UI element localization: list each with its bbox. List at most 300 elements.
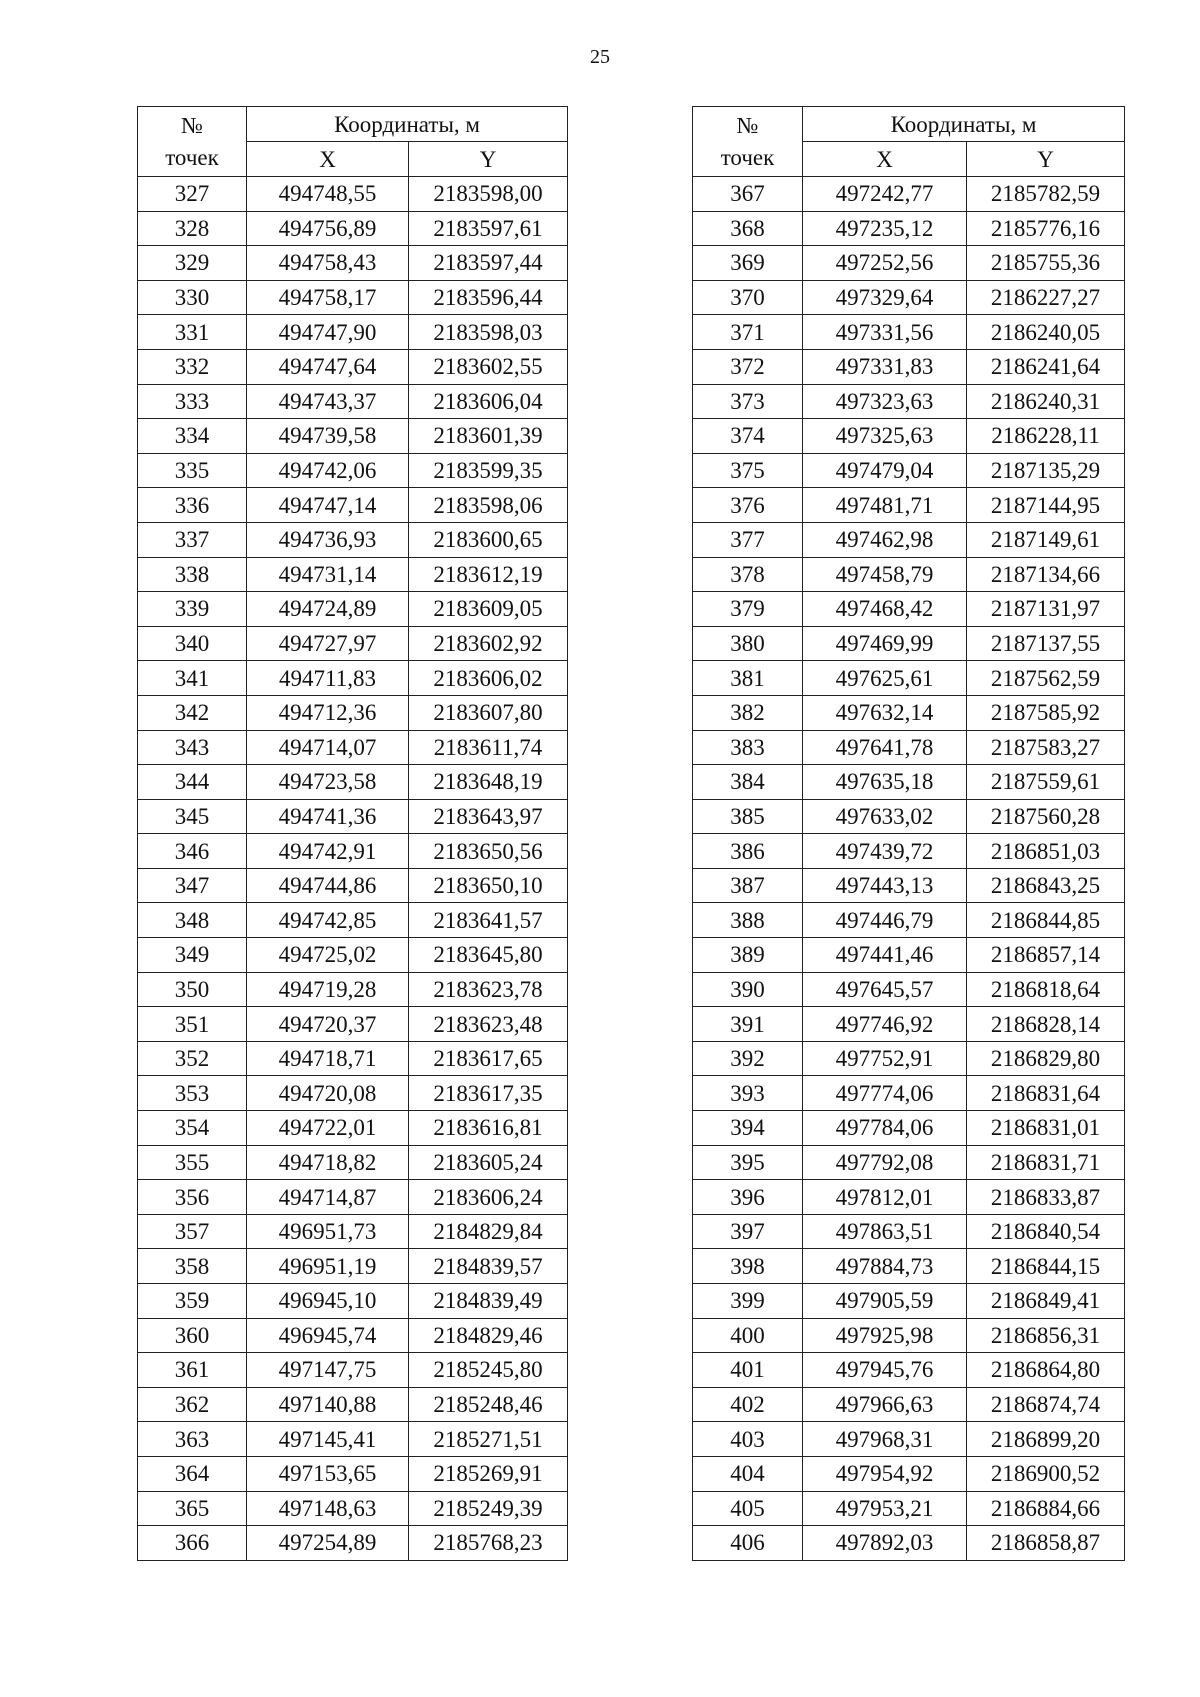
y-coordinate-cell: 2183612,19: [409, 557, 568, 592]
x-coordinate-cell: 494747,90: [247, 315, 409, 350]
table-row: [138, 1284, 568, 1319]
point-number-cell: 398: [693, 1249, 803, 1284]
x-coordinate-cell: 497140,88: [247, 1387, 409, 1422]
y-coordinate-cell: 2187144,95: [967, 488, 1125, 523]
x-coordinate-cell: 494744,86: [247, 868, 409, 903]
x-coordinate-cell: 497792,08: [803, 1145, 967, 1180]
x-coordinate-cell: 497966,63: [803, 1387, 967, 1422]
point-number-cell: 340: [138, 626, 247, 661]
table-row: [693, 1145, 1125, 1180]
table-row: [693, 1214, 1125, 1249]
table-row: [693, 868, 1125, 903]
y-coordinate-cell: 2186227,27: [967, 280, 1125, 315]
table-row: [693, 834, 1125, 869]
x-coordinate-cell: 494742,91: [247, 834, 409, 869]
y-coordinate-cell: 2183599,35: [409, 453, 568, 488]
y-coordinate-cell: 2186240,05: [967, 315, 1125, 350]
point-number-cell: 369: [693, 246, 803, 281]
x-coordinate-cell: 497443,13: [803, 868, 967, 903]
table-row: [693, 315, 1125, 350]
table-row: [693, 1076, 1125, 1111]
table-row: [138, 730, 568, 765]
x-coordinate-cell: 494748,55: [247, 177, 409, 212]
table-row: [138, 972, 568, 1007]
y-coordinate-cell: 2183598,06: [409, 488, 568, 523]
point-number-cell: 368: [693, 211, 803, 246]
y-coordinate-cell: 2186884,66: [967, 1491, 1125, 1526]
x-coordinate-cell: 497439,72: [803, 834, 967, 869]
page-number: 25: [590, 46, 610, 68]
point-number-cell: 383: [693, 730, 803, 765]
table-row: [693, 626, 1125, 661]
x-coordinate-cell: 494720,37: [247, 1007, 409, 1042]
x-coordinate-cell: 494747,64: [247, 349, 409, 384]
point-number-cell: 381: [693, 661, 803, 696]
point-number-cell: 350: [138, 972, 247, 1007]
y-coordinate-cell: 2186844,85: [967, 903, 1125, 938]
point-number-cell: 336: [138, 488, 247, 523]
y-coordinate-cell: 2187149,61: [967, 522, 1125, 557]
point-number-cell: 334: [138, 419, 247, 454]
point-number-cell: 356: [138, 1180, 247, 1215]
point-number-cell: 335: [138, 453, 247, 488]
x-coordinate-cell: 497774,06: [803, 1076, 967, 1111]
point-number-cell: 400: [693, 1318, 803, 1353]
point-number-cell: 359: [138, 1284, 247, 1319]
y-coordinate-cell: 2186833,87: [967, 1180, 1125, 1215]
table-row: [693, 1387, 1125, 1422]
table-row: [138, 626, 568, 661]
x-coordinate-cell: 494727,97: [247, 626, 409, 661]
table-row: [693, 557, 1125, 592]
x-coordinate-cell: 494747,14: [247, 488, 409, 523]
point-number-cell: 396: [693, 1180, 803, 1215]
table-row: [693, 246, 1125, 281]
y-coordinate-cell: 2183601,39: [409, 419, 568, 454]
table-row: [138, 1318, 568, 1353]
point-number-cell: 379: [693, 592, 803, 627]
y-coordinate-cell: 2183597,44: [409, 246, 568, 281]
table-row: [138, 903, 568, 938]
point-number-cell: 349: [138, 938, 247, 973]
y-coordinate-cell: 2187585,92: [967, 695, 1125, 730]
point-number-cell: 401: [693, 1353, 803, 1388]
coordinates-table-left: [137, 106, 568, 1561]
table-row: [693, 384, 1125, 419]
y-coordinate-cell: 2186856,31: [967, 1318, 1125, 1353]
point-number-cell: 370: [693, 280, 803, 315]
y-coordinate-cell: 2183596,44: [409, 280, 568, 315]
x-coordinate-cell: 497641,78: [803, 730, 967, 765]
table-row: [693, 280, 1125, 315]
y-coordinate-cell: 2185271,51: [409, 1422, 568, 1457]
table-row: [138, 315, 568, 350]
y-coordinate-cell: 2186843,25: [967, 868, 1125, 903]
x-coordinate-cell: 494724,89: [247, 592, 409, 627]
table-row: [693, 972, 1125, 1007]
x-coordinate-cell: 497458,79: [803, 557, 967, 592]
x-coordinate-cell: 497925,98: [803, 1318, 967, 1353]
table-row: [693, 938, 1125, 973]
x-coordinate-cell: 494742,85: [247, 903, 409, 938]
point-number-cell: 341: [138, 661, 247, 696]
point-number-cell: 382: [693, 695, 803, 730]
table-row: [693, 177, 1125, 212]
table-row: [138, 1422, 568, 1457]
point-number-cell: 360: [138, 1318, 247, 1353]
y-coordinate-cell: 2186240,31: [967, 384, 1125, 419]
point-number-cell: 388: [693, 903, 803, 938]
table-row: [138, 211, 568, 246]
x-coordinate-cell: 494718,71: [247, 1041, 409, 1076]
point-number-cell: 378: [693, 557, 803, 592]
x-coordinate-cell: 497633,02: [803, 799, 967, 834]
point-number-cell: 355: [138, 1145, 247, 1180]
point-number-cell: 354: [138, 1111, 247, 1146]
y-coordinate-cell: 2184829,46: [409, 1318, 568, 1353]
point-number-cell: 384: [693, 765, 803, 800]
x-coordinate-cell: 497147,75: [247, 1353, 409, 1388]
point-number-cell: 344: [138, 765, 247, 800]
y-coordinate-cell: 2185245,80: [409, 1353, 568, 1388]
point-number-cell: 365: [138, 1491, 247, 1526]
x-coordinate-cell: 497479,04: [803, 453, 967, 488]
number-sign: №: [736, 112, 759, 138]
y-coordinate-cell: 2186228,11: [967, 419, 1125, 454]
number-sign: №: [181, 112, 203, 138]
table-row: [138, 1214, 568, 1249]
y-coordinate-cell: 2186874,74: [967, 1387, 1125, 1422]
point-number-cell: 405: [693, 1491, 803, 1526]
point-number-cell: 343: [138, 730, 247, 765]
y-coordinate-cell: 2183607,80: [409, 695, 568, 730]
point-number-cell: 338: [138, 557, 247, 592]
y-coordinate-cell: 2186241,64: [967, 349, 1125, 384]
y-coordinate-cell: 2185249,39: [409, 1491, 568, 1526]
y-coordinate-cell: 2187562,59: [967, 661, 1125, 696]
point-number-cell: 375: [693, 453, 803, 488]
point-number-cell: 377: [693, 522, 803, 557]
x-coordinate-cell: 497468,42: [803, 592, 967, 627]
y-coordinate-cell: 2187137,55: [967, 626, 1125, 661]
y-coordinate-cell: 2185782,59: [967, 177, 1125, 212]
point-number-cell: 332: [138, 349, 247, 384]
table-row: [693, 1249, 1125, 1284]
x-coordinate-cell: 497329,64: [803, 280, 967, 315]
y-coordinate-cell: 2183643,97: [409, 799, 568, 834]
right-table-body: [693, 177, 1125, 1561]
table-row: [693, 1041, 1125, 1076]
point-number-cell: 330: [138, 280, 247, 315]
x-coordinate-cell: 494718,82: [247, 1145, 409, 1180]
points-label: точек: [165, 144, 219, 170]
y-coordinate-cell: 2185755,36: [967, 246, 1125, 281]
table-row: [693, 1180, 1125, 1215]
table-row: [693, 799, 1125, 834]
x-coordinate-cell: 497892,03: [803, 1526, 967, 1561]
y-coordinate-cell: 2183606,04: [409, 384, 568, 419]
y-coordinate-cell: 2183598,00: [409, 177, 568, 212]
table-row: [138, 1041, 568, 1076]
x-coordinate-cell: 494742,06: [247, 453, 409, 488]
x-coordinate-cell: 494714,07: [247, 730, 409, 765]
y-coordinate-cell: 2186831,64: [967, 1076, 1125, 1111]
table-row: [693, 1353, 1125, 1388]
y-coordinate-cell: 2186858,87: [967, 1526, 1125, 1561]
table-row: [693, 1111, 1125, 1146]
x-coordinate-cell: 494711,83: [247, 661, 409, 696]
x-coordinate-cell: 494719,28: [247, 972, 409, 1007]
x-coordinate-cell: 497812,01: [803, 1180, 967, 1215]
point-number-cell: 342: [138, 695, 247, 730]
x-coordinate-cell: 497441,46: [803, 938, 967, 973]
y-coordinate-cell: 2183602,55: [409, 349, 568, 384]
y-coordinate-cell: 2183648,19: [409, 765, 568, 800]
y-coordinate-cell: 2186831,71: [967, 1145, 1125, 1180]
table-row: [693, 1007, 1125, 1042]
point-number-cell: 346: [138, 834, 247, 869]
table-row: [138, 1491, 568, 1526]
point-number-cell: 327: [138, 177, 247, 212]
point-number-cell: 357: [138, 1214, 247, 1249]
y-coordinate-cell: 2183606,02: [409, 661, 568, 696]
y-coordinate-cell: 2185248,46: [409, 1387, 568, 1422]
y-coordinate-cell: 2183597,61: [409, 211, 568, 246]
x-coordinate-cell: 497446,79: [803, 903, 967, 938]
x-coordinate-cell: 497863,51: [803, 1214, 967, 1249]
point-number-cell: 403: [693, 1422, 803, 1457]
point-number-cell: 348: [138, 903, 247, 938]
x-coordinate-cell: 494758,43: [247, 246, 409, 281]
x-coordinate-cell: 497645,57: [803, 972, 967, 1007]
table-row: [138, 1111, 568, 1146]
point-number-cell: 362: [138, 1387, 247, 1422]
point-number-cell: 351: [138, 1007, 247, 1042]
point-number-cell: 367: [693, 177, 803, 212]
table-row: [138, 661, 568, 696]
y-coordinate-cell: 2187131,97: [967, 592, 1125, 627]
point-number-cell: 331: [138, 315, 247, 350]
point-number-cell: 386: [693, 834, 803, 869]
table-row: [138, 419, 568, 454]
x-coordinate-cell: 496945,10: [247, 1284, 409, 1319]
table-row: [693, 1526, 1125, 1561]
points-label: точек: [720, 144, 775, 170]
table-row: [693, 730, 1125, 765]
point-number-cell: 389: [693, 938, 803, 973]
x-coordinate-cell: 497462,98: [803, 522, 967, 557]
y-coordinate-cell: 2183645,80: [409, 938, 568, 973]
point-number-cell: 404: [693, 1456, 803, 1491]
point-number-cell: 399: [693, 1284, 803, 1319]
table-row: [138, 1387, 568, 1422]
point-number-cell: 328: [138, 211, 247, 246]
x-coordinate-cell: 497945,76: [803, 1353, 967, 1388]
table-row: [138, 1456, 568, 1491]
table-row: [138, 1526, 568, 1561]
table-row: [138, 695, 568, 730]
x-coordinate-cell: 494722,01: [247, 1111, 409, 1146]
y-coordinate-cell: 2186849,41: [967, 1284, 1125, 1319]
table-row: [138, 488, 568, 523]
x-coordinate-cell: 497905,59: [803, 1284, 967, 1319]
y-coordinate-cell: 2183617,35: [409, 1076, 568, 1111]
y-coordinate-cell: 2185768,23: [409, 1526, 568, 1561]
point-number-cell: 353: [138, 1076, 247, 1111]
point-number-cell: 395: [693, 1145, 803, 1180]
table-row: [693, 488, 1125, 523]
x-coordinate-cell: 497153,65: [247, 1456, 409, 1491]
x-coordinate-cell: 497746,92: [803, 1007, 967, 1042]
y-coordinate-cell: 2183606,24: [409, 1180, 568, 1215]
y-coordinate-cell: 2183623,78: [409, 972, 568, 1007]
table-row: [138, 280, 568, 315]
x-coordinate-cell: 494720,08: [247, 1076, 409, 1111]
y-coordinate-cell: 2183650,56: [409, 834, 568, 869]
x-coordinate-cell: 494714,87: [247, 1180, 409, 1215]
x-coordinate-cell: 497954,92: [803, 1456, 967, 1491]
y-coordinate-cell: 2183623,48: [409, 1007, 568, 1042]
point-number-cell: 406: [693, 1526, 803, 1561]
x-coordinate-cell: 494743,37: [247, 384, 409, 419]
x-coordinate-cell: 494756,89: [247, 211, 409, 246]
point-number-cell: 366: [138, 1526, 247, 1561]
point-number-cell: 352: [138, 1041, 247, 1076]
x-coordinate-cell: 496951,19: [247, 1249, 409, 1284]
y-header: Y: [409, 142, 568, 177]
point-number-cell: 363: [138, 1422, 247, 1457]
point-number-cell: 390: [693, 972, 803, 1007]
left-table-body: [138, 177, 568, 1561]
table-row: [138, 592, 568, 627]
table-row: [138, 349, 568, 384]
table-row: [138, 246, 568, 281]
y-coordinate-cell: 2186899,20: [967, 1422, 1125, 1457]
y-coordinate-cell: 2184829,84: [409, 1214, 568, 1249]
y-header: Y: [967, 142, 1125, 177]
table-row: [693, 1318, 1125, 1353]
point-number-cell: 374: [693, 419, 803, 454]
table-row: [693, 419, 1125, 454]
point-number-cell: 372: [693, 349, 803, 384]
y-coordinate-cell: 2186864,80: [967, 1353, 1125, 1388]
table-row: [138, 1353, 568, 1388]
table-row: [138, 384, 568, 419]
point-number-cell: 345: [138, 799, 247, 834]
table-row: [138, 1249, 568, 1284]
coordinates-header: Координаты, м: [247, 107, 568, 142]
table-row: [693, 522, 1125, 557]
table-row: [138, 765, 568, 800]
x-header: X: [247, 142, 409, 177]
y-coordinate-cell: 2187134,66: [967, 557, 1125, 592]
y-coordinate-cell: 2187560,28: [967, 799, 1125, 834]
x-coordinate-cell: 494725,02: [247, 938, 409, 973]
y-coordinate-cell: 2186840,54: [967, 1214, 1125, 1249]
x-coordinate-cell: 497953,21: [803, 1491, 967, 1526]
y-coordinate-cell: 2183641,57: [409, 903, 568, 938]
x-coordinate-cell: 497323,63: [803, 384, 967, 419]
table-row: [693, 695, 1125, 730]
y-coordinate-cell: 2186818,64: [967, 972, 1125, 1007]
x-coordinate-cell: 497968,31: [803, 1422, 967, 1457]
point-number-cell: 397: [693, 1214, 803, 1249]
x-coordinate-cell: 494736,93: [247, 522, 409, 557]
x-coordinate-cell: 497331,83: [803, 349, 967, 384]
x-coordinate-cell: 497235,12: [803, 211, 967, 246]
x-coordinate-cell: 494741,36: [247, 799, 409, 834]
x-coordinate-cell: 497481,71: [803, 488, 967, 523]
y-coordinate-cell: 2186831,01: [967, 1111, 1125, 1146]
x-coordinate-cell: 497252,56: [803, 246, 967, 281]
x-coordinate-cell: 497884,73: [803, 1249, 967, 1284]
coordinates-table-right: [692, 106, 1125, 1561]
x-coordinate-cell: 497148,63: [247, 1491, 409, 1526]
table-row: [138, 834, 568, 869]
table-row: [138, 868, 568, 903]
x-coordinate-cell: 494758,17: [247, 280, 409, 315]
y-coordinate-cell: 2186851,03: [967, 834, 1125, 869]
x-coordinate-cell: 494712,36: [247, 695, 409, 730]
point-number-cell: 391: [693, 1007, 803, 1042]
point-number-cell: 364: [138, 1456, 247, 1491]
x-coordinate-cell: 497632,14: [803, 695, 967, 730]
table-row: [138, 1180, 568, 1215]
point-number-cell: 337: [138, 522, 247, 557]
y-coordinate-cell: 2183609,05: [409, 592, 568, 627]
coordinates-header: Координаты, м: [803, 107, 1125, 142]
x-coordinate-cell: 497145,41: [247, 1422, 409, 1457]
point-number-cell: 380: [693, 626, 803, 661]
x-coordinate-cell: 497242,77: [803, 177, 967, 212]
y-coordinate-cell: 2183598,03: [409, 315, 568, 350]
x-coordinate-cell: 497625,61: [803, 661, 967, 696]
x-coordinate-cell: 497469,99: [803, 626, 967, 661]
table-row: [138, 522, 568, 557]
table-row: [138, 799, 568, 834]
table-row: [138, 1007, 568, 1042]
y-coordinate-cell: 2186829,80: [967, 1041, 1125, 1076]
x-coordinate-cell: 497325,63: [803, 419, 967, 454]
y-coordinate-cell: 2184839,49: [409, 1284, 568, 1319]
point-number-cell: 339: [138, 592, 247, 627]
y-coordinate-cell: 2184839,57: [409, 1249, 568, 1284]
y-coordinate-cell: 2187135,29: [967, 453, 1125, 488]
x-coordinate-cell: 497635,18: [803, 765, 967, 800]
table-row: [693, 453, 1125, 488]
point-number-cell: 333: [138, 384, 247, 419]
y-coordinate-cell: 2186857,14: [967, 938, 1125, 973]
table-row: [138, 1076, 568, 1111]
y-coordinate-cell: 2185269,91: [409, 1456, 568, 1491]
table-row: [693, 1491, 1125, 1526]
table-row: [693, 1456, 1125, 1491]
y-coordinate-cell: 2186828,14: [967, 1007, 1125, 1042]
y-coordinate-cell: 2183605,24: [409, 1145, 568, 1180]
table-row: [693, 765, 1125, 800]
y-coordinate-cell: 2187583,27: [967, 730, 1125, 765]
point-number-cell: 392: [693, 1041, 803, 1076]
table-row: [693, 903, 1125, 938]
y-coordinate-cell: 2183602,92: [409, 626, 568, 661]
table-row: [693, 211, 1125, 246]
y-coordinate-cell: 2183617,65: [409, 1041, 568, 1076]
y-coordinate-cell: 2186900,52: [967, 1456, 1125, 1491]
x-coordinate-cell: 494723,58: [247, 765, 409, 800]
point-number-cell: 402: [693, 1387, 803, 1422]
table-row: [138, 453, 568, 488]
x-coordinate-cell: 494731,14: [247, 557, 409, 592]
